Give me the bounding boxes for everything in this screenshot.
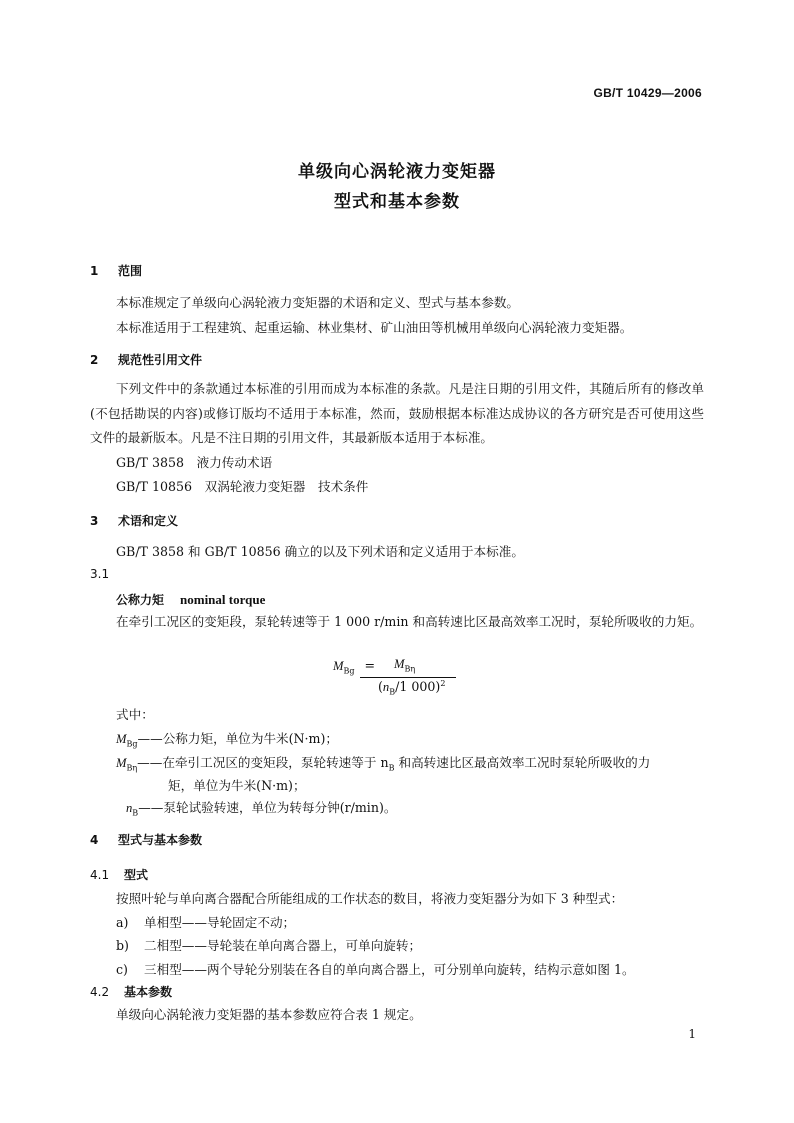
formula (333, 658, 381, 676)
item-label: c) (116, 962, 128, 977)
item-name: 二相型 (144, 938, 182, 953)
ref-code: GB/T 3858 (116, 455, 185, 470)
dash: —— (181, 938, 207, 953)
section-title: 术语和定义 (118, 514, 179, 528)
section-number: 1 (90, 264, 99, 278)
list-item (116, 935, 421, 954)
dash: —— (181, 962, 207, 977)
definition: 在牵引工况区的变矩段，泵轮转速等于 1 000 r/min 和高转速比区最高效率工况时，泵轮所吸收的力矩。 (116, 614, 703, 629)
term-cn: 公称力矩 (116, 593, 165, 607)
section-1-heading (90, 262, 142, 279)
item-label: a) (116, 915, 129, 930)
fraction-bar (360, 677, 456, 678)
section-number: 3 (90, 514, 99, 528)
paragraph: 本标准适用于工程建筑、起重运输、林业集材、矿山油田等机械用单级向心涡轮液力变矩器。 (116, 320, 633, 335)
den-pow: 2 (440, 679, 446, 688)
section-3-heading (90, 512, 178, 529)
section-number: 4.1 (90, 868, 110, 882)
paragraph: GB/T 3858 和 GB/T 10856 确立的以及下列术语和定义适用于本标准。 (116, 544, 524, 559)
var-desc-sub: B (388, 763, 395, 773)
section-number: 4 (90, 833, 99, 847)
section-4-1-heading (90, 866, 148, 883)
var-sub: Bη (126, 763, 138, 773)
doc-title-line2: 型式和基本参数 (334, 192, 460, 212)
list-item (116, 912, 295, 931)
den-post: /1 000) (395, 679, 441, 695)
var-symbol: M (116, 756, 127, 770)
var-symbol: M (116, 732, 127, 746)
numerator-var: M (394, 657, 405, 671)
section-4-2-heading (90, 983, 172, 1000)
item-label: b) (116, 938, 129, 953)
item-name: 三相型 (144, 962, 182, 977)
var-symbol: n (126, 801, 133, 815)
var-desc: 在牵引工况区的变矩段，泵轮转速等于 n (162, 755, 389, 770)
section-number: 2 (90, 353, 99, 367)
formula-lhs-sub: Bg (343, 666, 355, 676)
dash: —— (138, 800, 164, 815)
subsection-number: 3.1 (90, 567, 110, 581)
reference-item (116, 452, 272, 471)
section-number: 4.2 (90, 985, 110, 999)
dash: —— (181, 915, 207, 930)
var-desc: 泵轮试验转速，单位为转每分钟(r/min)。 (163, 800, 397, 815)
doc-title-line1: 单级向心涡轮液力变矩器 (298, 162, 496, 182)
var-desc-tail: 和高转速比区最高效率工况时泵轮所吸收的力 (394, 755, 651, 770)
variable-definition (116, 728, 338, 749)
formula-numerator (394, 656, 415, 674)
ref-name: 双涡轮液力变矩器 技术条件 (204, 479, 369, 494)
item-desc: 导轮固定不动； (206, 915, 296, 930)
var-desc: 公称力矩，单位为牛米(N·m)； (162, 731, 339, 746)
dash: —— (137, 731, 163, 746)
section-title: 规范性引用文件 (118, 353, 203, 367)
list-item (116, 959, 635, 978)
section-title: 范围 (118, 264, 143, 278)
section-4-heading (90, 831, 202, 848)
den-var: n (382, 680, 390, 695)
den-pre: ( (378, 679, 383, 695)
term-en: nominal torque (180, 592, 266, 607)
item-desc: 导轮装在单向离合器上，可单向旋转； (206, 938, 422, 953)
formula-eq: = (364, 658, 376, 673)
standard-number: GB/T 10429—2006 (593, 86, 702, 100)
item-desc: 两个导轮分别装在各自的单向离合器上，可分别单向旋转，结构示意如图 1。 (206, 962, 635, 977)
term (116, 589, 265, 608)
ref-code: GB/T 10856 (116, 479, 193, 494)
item-name: 单相型 (144, 915, 182, 930)
variable-definition (126, 797, 396, 818)
section-title: 型式与基本参数 (118, 833, 203, 847)
var-sub: Bg (126, 739, 138, 749)
den-sub: B (389, 687, 396, 697)
paragraph: 下列文件中的条款通过本标准的引用而成为本标准的条款。凡是注日期的引用文件，其随后所有的修改单(不包括勘误的内容)或修订版均不适用于本标准，然而，鼓励根据本标准达成协议的各方研究是否可使用这些文件的最新版本。凡是不注日期的引用文件，其最新版本适用于本标准。 (90, 381, 704, 445)
ref-name: 液力传动术语 (196, 455, 273, 470)
variable-definition-cont: 矩，单位为牛米(N·m)； (168, 778, 306, 793)
variable-definition (116, 752, 650, 773)
reference-item (116, 476, 368, 495)
dash: —— (137, 755, 163, 770)
formula-lhs: M (333, 659, 344, 673)
numerator-sub: Bη (404, 664, 416, 674)
section-2-heading (90, 351, 202, 368)
section-title: 型式 (124, 868, 149, 882)
paragraph: 单级向心涡轮液力变矩器的基本参数应符合表 1 规定。 (116, 1007, 422, 1022)
section-title: 基本参数 (124, 985, 173, 999)
where-label: 式中： (116, 707, 154, 722)
var-sub: B (132, 808, 139, 818)
paragraph: 本标准规定了单级向心涡轮液力变矩器的术语和定义、型式与基本参数。 (116, 295, 519, 310)
formula-denominator (378, 679, 445, 697)
paragraph: 按照叶轮与单向离合器配合所能组成的工作状态的数目，将液力变矩器分为如下 3 种型式： (116, 891, 624, 906)
page-number: 1 (688, 1027, 696, 1041)
